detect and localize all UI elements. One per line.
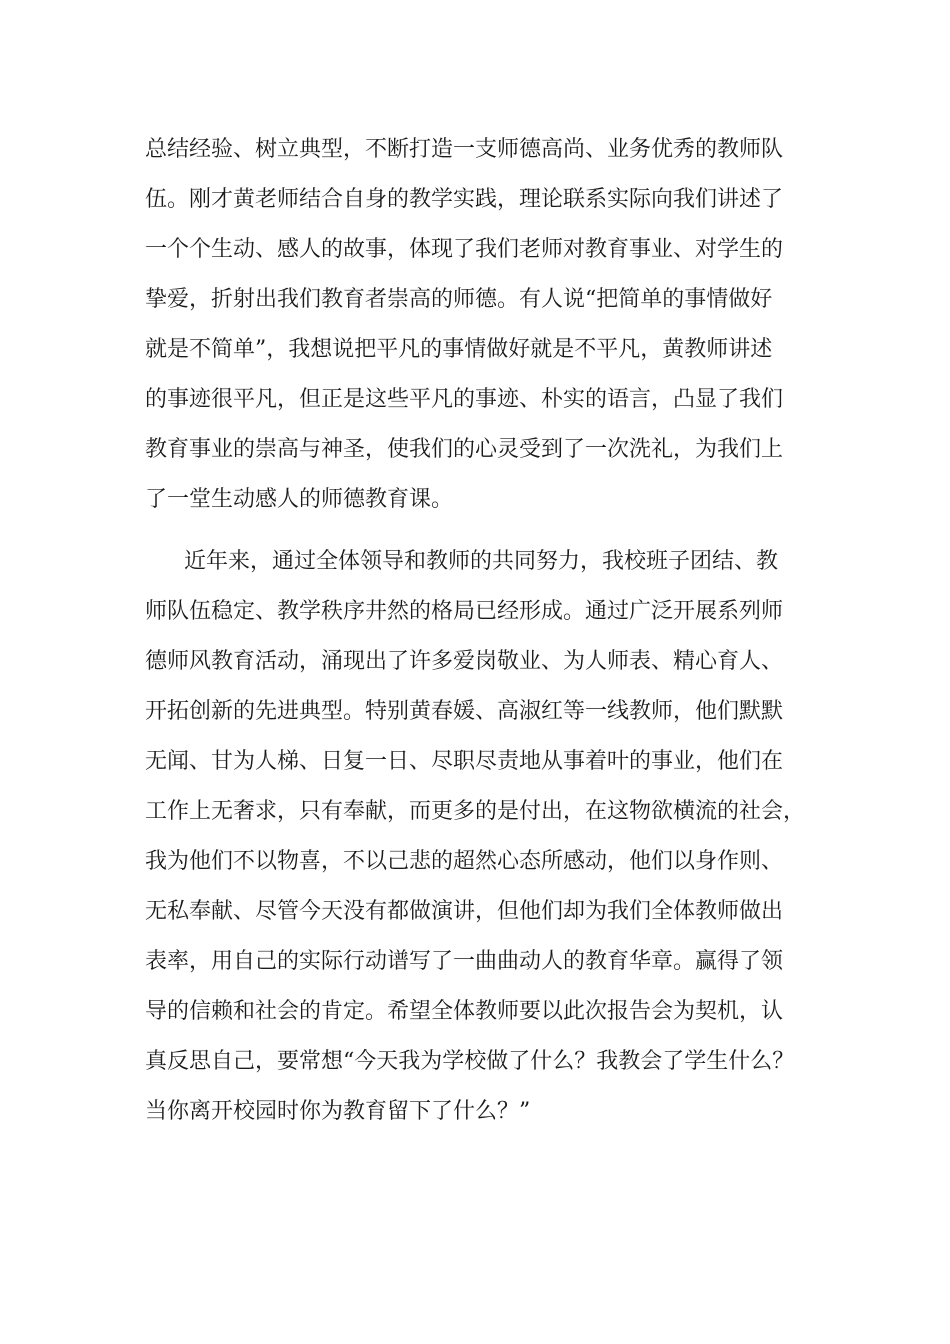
paragraph-2-line-10: 导的信赖和社会的肯定。希望全体教师要以此次报告会为契机，认: [145, 999, 784, 1024]
paragraph-1-line-8: 了一堂生动感人的师德教育课。: [145, 487, 454, 512]
paragraph-1-line-6: 的事迹很平凡，但正是这些平凡的事迹、朴实的语言，凸显了我们: [145, 387, 784, 412]
paragraph-1-line-3: 一个个生动、感人的故事，体现了我们老师对教育事业、对学生的: [145, 237, 784, 262]
paragraph-2-line-12: 当你离开校园时你为教育留下了什么？”: [145, 1099, 531, 1124]
paragraph-2-line-4: 开拓创新的先进典型。特别黄春媛、高淑红等一线教师，他们默默: [145, 699, 784, 724]
paragraph-2-line-5: 无闻、甘为人梯、日复一日、尽职尽责地从事着叶的事业，他们在: [145, 749, 784, 774]
paragraph-2-line-9: 表率，用自己的实际行动谱写了一曲曲动人的教育华章。赢得了领: [145, 949, 784, 974]
paragraph-2-line-1: 近年来，通过全体领导和教师的共同努力，我校班子团结、教: [184, 549, 779, 574]
paragraph-1-line-4: 挚爱，折射出我们教育者崇高的师德。有人说“把简单的事情做好: [145, 287, 773, 312]
paragraph-1-line-7: 教育事业的崇高与神圣，使我们的心灵受到了一次洗礼，为我们上: [145, 437, 784, 462]
paragraph-2-line-2: 师队伍稳定、教学秩序井然的格局已经形成。通过广泛开展系列师: [145, 599, 784, 624]
paragraph-2-line-6: 工作上无奢求，只有奉献，而更多的是付出，在这物欲横流的社会，: [145, 799, 806, 824]
paragraph-1-line-5: 就是不简单”，我想说把平凡的事情做好就是不平凡，黄教师讲述: [145, 337, 773, 362]
paragraph-1-line-1: 总结经验、树立典型，不断打造一支师德高尚、业务优秀的教师队: [145, 137, 784, 162]
paragraph-2-line-7: 我为他们不以物喜，不以己悲的超然心态所感动，他们以身作则、: [145, 849, 784, 874]
paragraph-2-line-3: 德师风教育活动，涌现出了许多爱岗敬业、为人师表、精心育人、: [145, 649, 784, 674]
paragraph-2-line-8: 无私奉献、尽管今天没有都做演讲，但他们却为我们全体教师做出: [145, 899, 784, 924]
paragraph-2-line-11: 真反思自己，要常想“今天我为学校做了什么？我教会了学生什么？: [145, 1049, 795, 1074]
paragraph-1-line-2: 伍。刚才黄老师结合自身的教学实践，理论联系实际向我们讲述了: [145, 187, 784, 212]
